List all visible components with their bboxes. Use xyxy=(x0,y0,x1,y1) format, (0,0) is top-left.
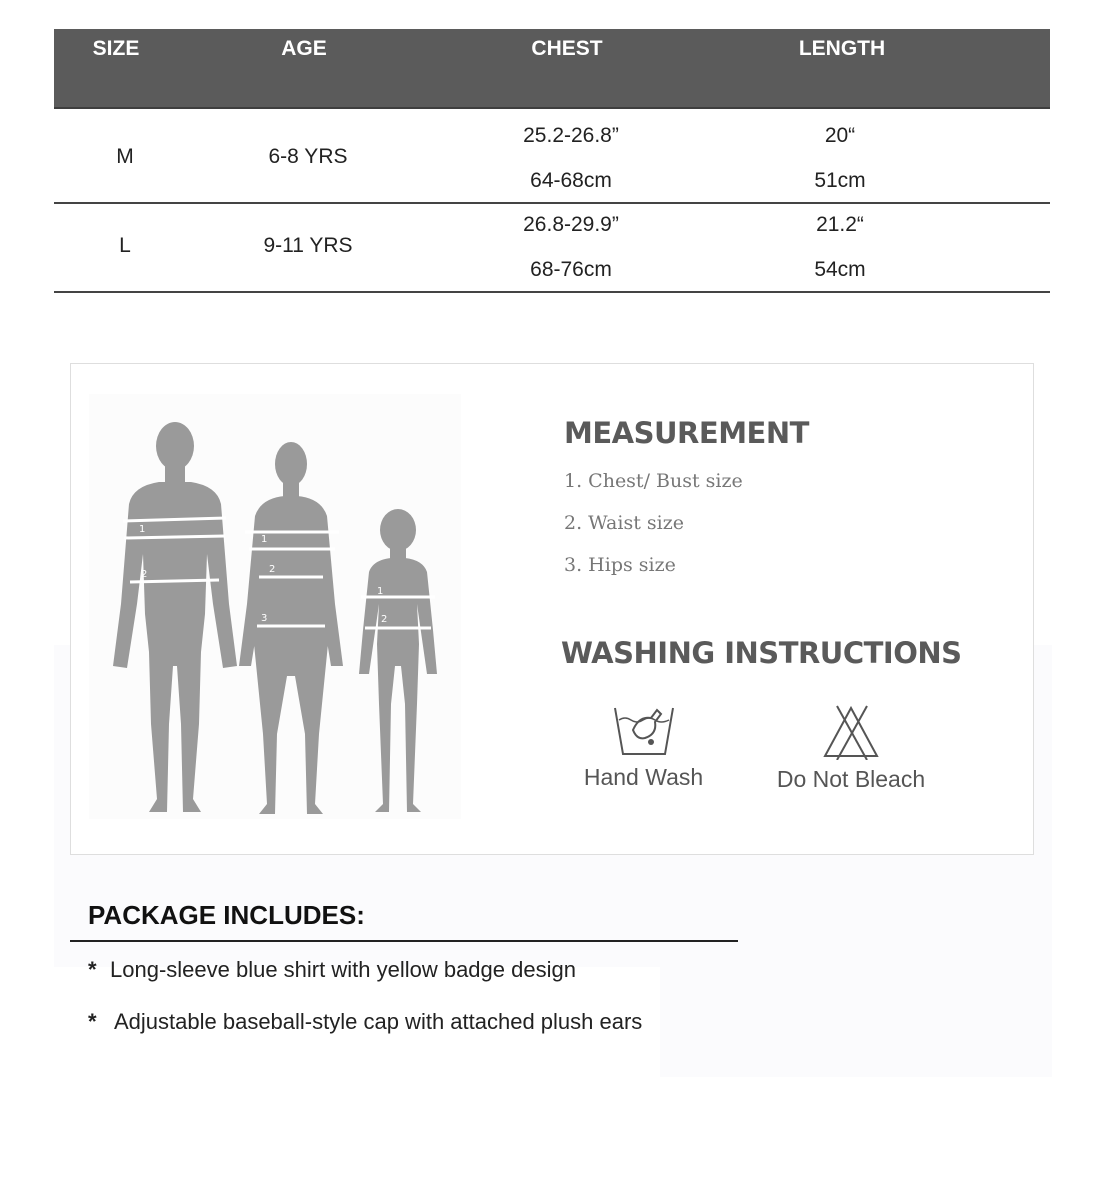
cell-size: M xyxy=(116,145,134,168)
cell-chest-in: 25.2-26.8” xyxy=(523,124,619,147)
measurement-item-hips: 3. Hips size xyxy=(564,554,676,576)
bullet-star: * xyxy=(88,957,97,982)
hand-wash-icon xyxy=(611,704,677,758)
marker-2: 2 xyxy=(381,614,388,625)
cell-length-in: 21.2“ xyxy=(816,213,864,236)
cell-length-cm: 51cm xyxy=(814,169,866,192)
cell-age: 9-11 YRS xyxy=(263,234,353,257)
cell-age: 6-8 YRS xyxy=(268,145,348,168)
cell-length-cm: 54cm xyxy=(814,258,866,281)
hand-wash-label: Hand Wash xyxy=(583,764,704,790)
package-divider xyxy=(70,940,738,942)
table-row xyxy=(54,204,1050,293)
man-silhouette xyxy=(113,422,237,812)
marker-2: 2 xyxy=(269,564,276,575)
no-bleach-icon xyxy=(821,704,881,760)
cell-length-in: 20“ xyxy=(824,124,856,147)
body-silhouettes-illustration xyxy=(89,404,461,824)
measurement-panel xyxy=(70,363,1034,855)
cell-chest-cm: 68-76cm xyxy=(530,258,612,281)
care-no-bleach xyxy=(763,704,939,793)
header-chest: CHEST xyxy=(531,37,603,60)
marker-1: 1 xyxy=(377,586,384,597)
package-item-text: Adjustable baseball-style cap with attached plush ears xyxy=(114,1009,643,1034)
header-length: LENGTH xyxy=(798,37,886,60)
no-bleach-label: Do Not Bleach xyxy=(776,766,926,792)
cell-chest-cm: 64-68cm xyxy=(530,169,612,192)
measurement-title: MEASUREMENT xyxy=(564,416,809,450)
child-silhouette xyxy=(359,509,437,812)
care-hand-wash xyxy=(571,704,716,791)
measurement-item-chest: 1. Chest/ Bust size xyxy=(564,470,743,492)
marker-2: 2 xyxy=(141,569,148,580)
list-item xyxy=(88,957,576,983)
cell-chest-in: 26.8-29.9” xyxy=(523,213,619,236)
package-includes-title: PACKAGE INCLUDES: xyxy=(88,900,365,930)
marker-1: 1 xyxy=(261,534,268,545)
washing-instructions-title: WASHING INSTRUCTIONS xyxy=(561,636,962,670)
package-item-text: Long-sleeve blue shirt with yellow badge design xyxy=(110,957,576,982)
background-tint xyxy=(660,967,1052,1077)
header-size: SIZE xyxy=(92,37,140,60)
list-item xyxy=(88,1009,642,1035)
bullet-star: * xyxy=(88,1009,97,1034)
marker-1: 1 xyxy=(139,524,146,535)
table-header xyxy=(54,29,1050,109)
marker-3: 3 xyxy=(261,613,268,624)
cell-size: L xyxy=(119,234,131,257)
measurement-item-waist: 2. Waist size xyxy=(564,512,684,534)
size-chart-table xyxy=(54,29,1050,293)
header-age: AGE xyxy=(281,37,327,60)
woman-silhouette xyxy=(239,442,343,814)
table-row xyxy=(54,109,1050,204)
